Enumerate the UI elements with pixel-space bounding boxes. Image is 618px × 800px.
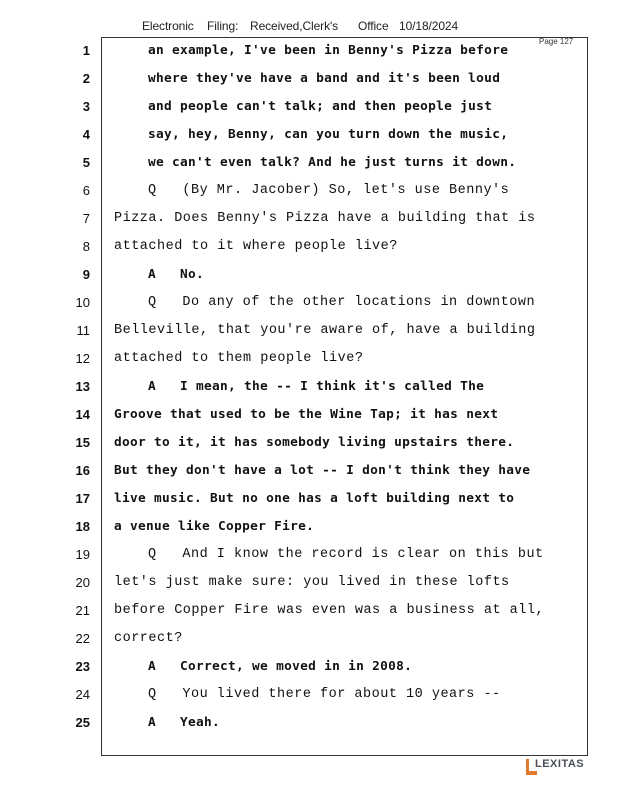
line-number: 6: [82, 183, 90, 198]
line-text: attached to them people live?: [114, 351, 364, 366]
line-number: 1: [82, 43, 90, 58]
transcript-line: [0, 376, 618, 404]
line-text: But they don't have a lot -- I don't think they have: [114, 463, 531, 478]
line-text: live music. But no one has a loft building next to: [114, 491, 515, 506]
transcript-line: [0, 68, 618, 96]
line-text: say, hey, Benny, can you turn down the music,: [148, 127, 509, 142]
line-number: 19: [75, 547, 90, 562]
line-text: a venue like Copper Fire.: [114, 519, 315, 534]
transcript-line: [0, 348, 618, 376]
transcript-line: [0, 656, 618, 684]
line-text: and people can't talk; and then people just: [148, 99, 493, 114]
line-number: 14: [75, 407, 90, 422]
lexitas-logo: [524, 758, 594, 778]
transcript-line: [0, 40, 618, 68]
transcript-line: [0, 572, 618, 600]
line-number: 11: [76, 323, 90, 338]
line-text: Pizza. Does Benny's Pizza have a building that is: [114, 211, 536, 226]
transcript-line: [0, 404, 618, 432]
transcript-line: [0, 460, 618, 488]
transcript-line: [0, 712, 618, 740]
line-text: door to it, it has somebody living upstairs there.: [114, 435, 515, 450]
line-number: 20: [75, 575, 90, 590]
line-number: 10: [75, 295, 90, 310]
line-number: 16: [75, 463, 90, 478]
line-text: let's just make sure: you lived in these lofts: [114, 575, 510, 590]
filing-header: [0, 19, 618, 37]
transcript-line: [0, 516, 618, 544]
line-text: Q And I know the record is clear on this but: [148, 547, 544, 562]
line-number: 2: [82, 71, 90, 86]
header-filing: Filing:: [207, 19, 239, 33]
line-text: an example, I've been in Benny's Pizza before: [148, 43, 509, 58]
transcript-line: [0, 600, 618, 628]
line-number: 9: [82, 267, 90, 282]
transcript-line: [0, 320, 618, 348]
line-text: A Correct, we moved in in 2008.: [148, 659, 413, 674]
line-number: 24: [75, 687, 90, 702]
line-number: 25: [75, 715, 90, 730]
line-text: we can't even talk? And he just turns it down.: [148, 155, 517, 170]
line-text: Q (By Mr. Jacober) So, let's use Benny's: [148, 183, 510, 198]
page-number: Page 127: [539, 37, 574, 46]
transcript-line: [0, 292, 618, 320]
transcript-line: [0, 264, 618, 292]
transcript-line: [0, 684, 618, 712]
line-text: A I mean, the -- I think it's called The: [148, 379, 485, 394]
transcript-line: [0, 628, 618, 656]
line-text: Groove that used to be the Wine Tap; it has next: [114, 407, 499, 422]
transcript-line: [0, 96, 618, 124]
transcript-line: [0, 124, 618, 152]
header-received: Received,Clerk's: [250, 19, 339, 33]
line-text: attached to it where people live?: [114, 239, 398, 254]
transcript-line: [0, 544, 618, 572]
line-text: where they've have a band and it's been loud: [148, 71, 501, 86]
line-number: 21: [75, 603, 90, 618]
transcript-line: [0, 236, 618, 264]
line-number: 8: [82, 239, 90, 254]
header-electronic: Electronic: [142, 19, 194, 33]
line-number: 3: [82, 99, 90, 114]
transcript-line: [0, 152, 618, 180]
header-date: 10/18/2024: [399, 19, 459, 33]
line-number: 15: [75, 435, 90, 450]
line-number: 18: [75, 519, 90, 534]
line-number: 13: [75, 379, 90, 394]
line-text: A Yeah.: [148, 715, 221, 730]
line-number: 12: [75, 351, 90, 366]
line-text: correct?: [114, 631, 183, 646]
line-text: before Copper Fire was even was a business at all,: [114, 603, 545, 618]
line-number: 5: [82, 155, 90, 170]
transcript-line: [0, 208, 618, 236]
line-number: 17: [75, 491, 90, 506]
line-number: 23: [75, 659, 90, 674]
line-text: Q You lived there for about 10 years --: [148, 687, 501, 702]
line-text: Belleville, that you're aware of, have a building: [114, 323, 536, 338]
transcript-line: [0, 432, 618, 460]
line-number: 4: [82, 127, 90, 142]
transcript-line: [0, 488, 618, 516]
line-number: 7: [82, 211, 90, 226]
line-text: Q Do any of the other locations in downtown: [148, 295, 536, 310]
lexitas-logo-text: LEXITAS: [535, 758, 585, 770]
line-number: 22: [75, 631, 90, 646]
header-office: Office: [358, 19, 389, 33]
transcript-line: [0, 180, 618, 208]
line-text: A No.: [148, 267, 205, 282]
